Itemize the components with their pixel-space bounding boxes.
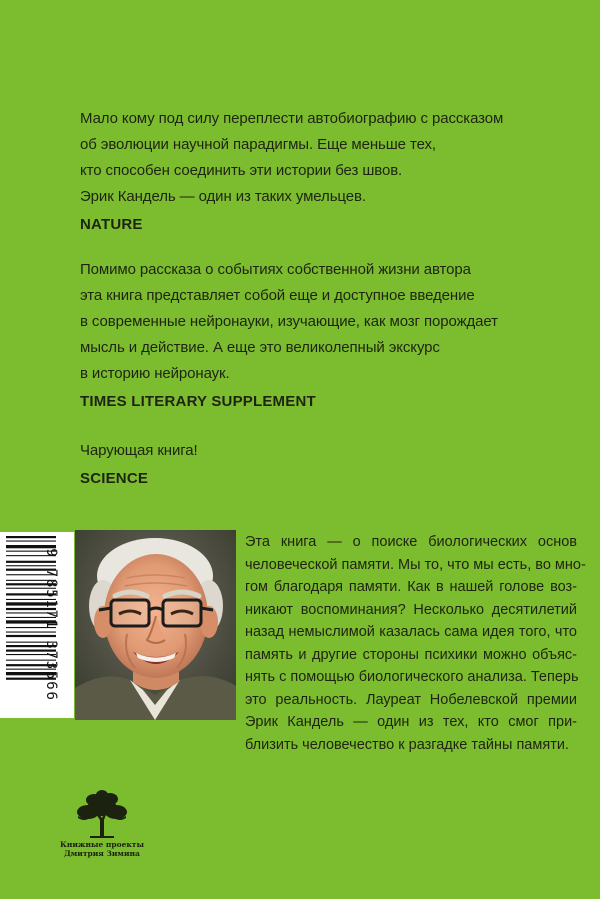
review-quotes bbox=[80, 106, 504, 487]
quote-line: об эволюции научной парадигмы. Еще меньше тех, bbox=[80, 136, 436, 153]
description-line: память и другие стороны психики можно объяс- bbox=[245, 646, 577, 663]
quote-nature bbox=[80, 106, 504, 233]
quote-line: Мало кому под силу переплести автобиографию с рассказом bbox=[80, 110, 504, 127]
author-portrait-image bbox=[75, 530, 236, 720]
quote-line: Эрик Кандель — один из таких умельцев. bbox=[80, 188, 366, 205]
quote-source: NATURE bbox=[80, 216, 143, 233]
description-line: человеческой памяти. Мы то, что мы есть, во мно- bbox=[245, 556, 586, 573]
publisher-name-line: Книжные проекты bbox=[60, 840, 144, 849]
isbn-number: 9 785171 373566 bbox=[43, 548, 59, 702]
publisher-name-line: Дмитрия Зимина bbox=[64, 849, 140, 858]
quote-tls bbox=[80, 257, 498, 410]
quote-text bbox=[80, 257, 498, 387]
description-line: никают воспоминания? Несколько десятилетий bbox=[245, 601, 577, 618]
quote-source: SCIENCE bbox=[80, 470, 149, 487]
description-line: Эрик Кандель — один из тех, кто смог при- bbox=[245, 714, 577, 730]
barcode-bars bbox=[0, 532, 74, 718]
quote-text bbox=[80, 106, 504, 210]
description-line: Эта книга — о поиске биологических основ bbox=[245, 534, 577, 550]
quote-science bbox=[80, 438, 480, 487]
author-photo bbox=[75, 530, 236, 720]
quote-line: в современные нейронауки, изучающие, как мозг порождает bbox=[80, 313, 498, 330]
quote-text bbox=[80, 438, 480, 464]
quote-line: эта книга представляет собой еще и доступное введение bbox=[80, 287, 475, 304]
description-line: нять с помощью биологического анализа. Теперь bbox=[245, 669, 579, 685]
quote-line: Помимо рассказа о событиях собственной жизни автора bbox=[80, 261, 471, 278]
quote-line: кто способен соединить эти истории без швов. bbox=[80, 162, 403, 179]
publisher-logo-block bbox=[60, 790, 144, 858]
quote-line: мысль и действие. А еще это великолепный экскурс bbox=[80, 339, 440, 356]
quote-line: в историю нейронаук. bbox=[80, 365, 230, 382]
tree-logo-icon bbox=[76, 790, 128, 838]
description-line: близить человечество к разгадке тайны памяти. bbox=[245, 736, 569, 753]
book-description bbox=[245, 531, 586, 756]
quote-line: Чарующая книга! bbox=[80, 442, 198, 459]
description-line: назад немыслимой казалась сама идея того, что bbox=[245, 624, 577, 640]
isbn-barcode bbox=[0, 532, 74, 718]
publisher-name bbox=[60, 840, 144, 858]
description-line: это реальность. Лауреат Нобелевской премии bbox=[245, 691, 577, 708]
quote-source: TIMES LITERARY SUPPLEMENT bbox=[80, 393, 316, 410]
description-line: гом благодаря памяти. Как в нашей голове воз- bbox=[245, 579, 577, 595]
